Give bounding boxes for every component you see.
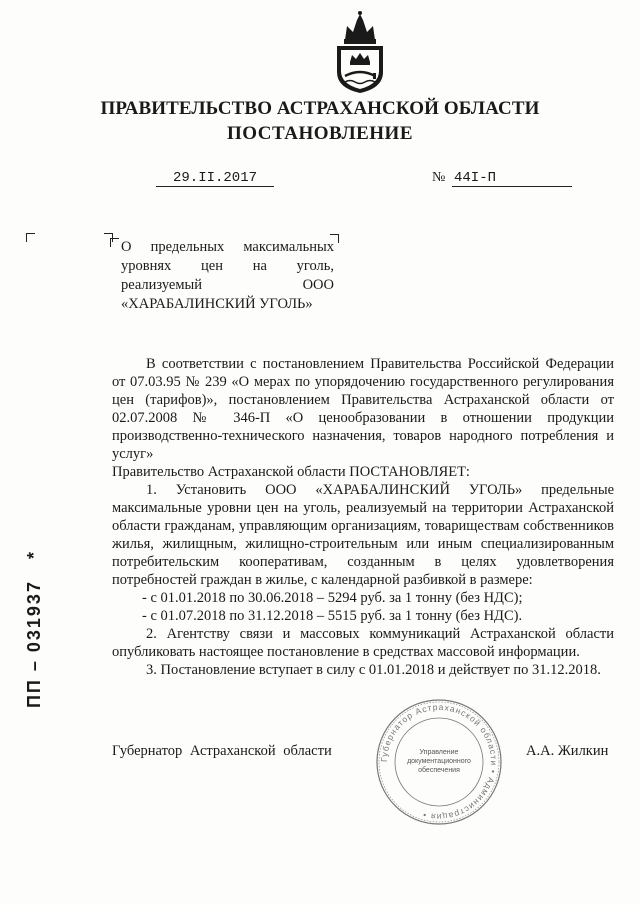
serial-star: * [24,550,44,560]
signatory-title: Губернатор Астраханской области [112,743,332,759]
item-3: 3. Постановление вступает в силу с 01.01.2018 и действует по 31.12.2018. [146,662,601,678]
document-body [112,355,614,679]
document-date: 29.II.2017 [156,170,274,187]
document-subject: О предельных максимальных уровнях цен на уголь, реализуемый ООО «ХАРАБАЛИНСКИЙ УГОЛЬ» [121,239,334,312]
item-1: 1. Установить ООО «ХАРАБАЛИНСКИЙ УГОЛЬ» предельные максимальные уровни цен на уголь, реализуемый на территории Астраханской области гражданам, управляющим организациям, товариществам собственников жилья, жилищным, жилищно-строительным или иным специализированным потребительским кооперативам, созданным в целях удовлетворения потребностей граждан в жилье, с календарной разбивкой в размере: [112,482,614,588]
document-number: 44I-П [452,170,572,187]
price-period-2: - с 01.07.2018 по 31.12.2018 – 5515 руб. за 1 тонну (без НДС). [142,608,523,624]
corner-mark [110,238,119,247]
corner-mark [26,233,35,242]
seal-ring-text: Губернатор Астраханской области • Администрация • [378,701,500,823]
preamble: В соответствии с постановлением Правительства Российской Федерации от 07.03.95 № 239 «О мерах по упорядочению государственного регулирования цен (тарифов)», постановлением Правительства Астраханской области от 02.07.2008 № 346-П «О ценообразовании в отношении продукции производственно-технического назначения, товаров народного потребления и услуг» [112,356,614,462]
document-type: ПОСТАНОВЛЕНИЕ [226,123,414,144]
number-sign: № [432,170,446,185]
seal-center-text: Управление документационного обеспечения [407,749,471,774]
coat-of-arms-icon [327,10,393,94]
side-serial-code [24,550,45,708]
signatory-name: А.А. Жилкин [526,743,609,759]
item-2: 2. Агентству связи и массовых коммуникаций Астраханской области опубликовать настоящее постановление в средствах массовой информации. [112,626,614,660]
serial-number: ПП – 031937 [24,580,44,708]
price-period-1: - с 01.01.2018 по 30.06.2018 – 5294 руб. за 1 тонну (без НДС); [142,590,523,606]
resolution-statement: Правительство Астраханской области ПОСТАНОВЛЯЕТ: [112,464,470,480]
government-title: ПРАВИТЕЛЬСТВО АСТРАХАНСКОЙ ОБЛАСТИ [100,98,540,119]
